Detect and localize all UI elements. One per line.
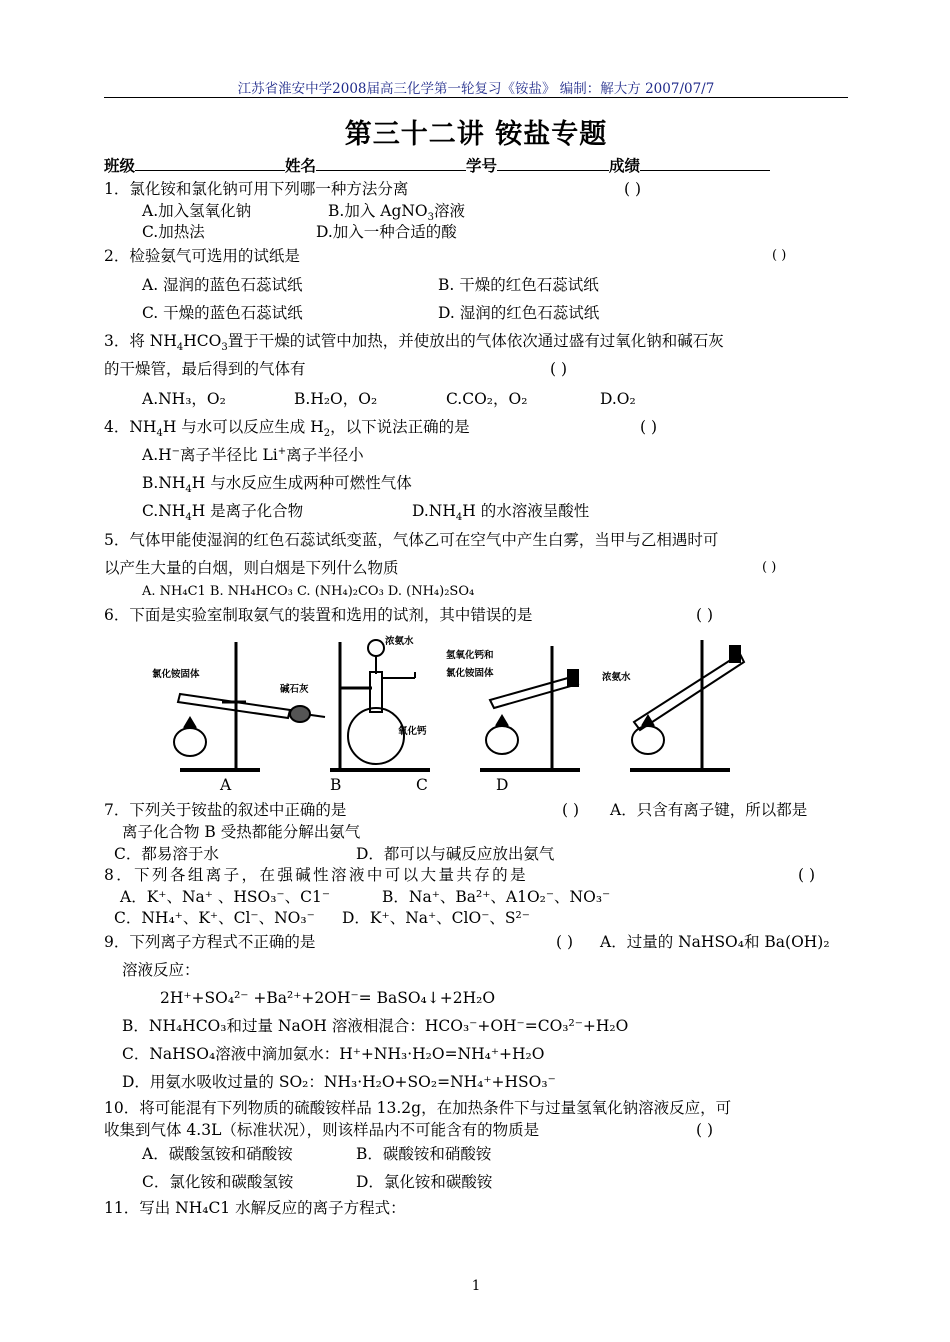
question-1-option-b: B.加入 AgNO$_3$溶液 [328,202,466,224]
question-8-option-b: B．Na⁺、Ba²⁺、A1O₂⁻、NO₃⁻ [382,888,611,906]
question-4-stem: 4．$NH_4H$ 与水可以反应生成 $H_2$，以下说法正确的是 [104,418,470,440]
apparatus-c [446,646,580,770]
question-7-option-d: D．都可以与碱反应放出氨气 [356,845,555,863]
figure-label-b: B [330,776,342,794]
name-blank[interactable] [316,156,466,171]
figure-label-c: C [416,776,428,794]
question-9-option-a-equation: 2H⁺+SO₄²⁻ +Ba²⁺+2OH⁻= BaSO₄↓+2H₂O [160,989,496,1007]
worksheet-page [104,0,848,1342]
question-4-option-d: $D.NH_4H$ 的水溶液呈酸性 [412,502,590,524]
question-2-option-d: D. 湿润的红色石蕊试纸 [438,304,600,322]
question-2-option-a: A. 湿润的蓝色石蕊试纸 [142,276,303,294]
question-9-option-a-line2: 溶液反应： [122,961,200,979]
apparatus-d [602,640,744,770]
question-9-option-d: D．用氨水吸收过量的 SO₂：NH₃·H₂O+SO₂=NH₄⁺+HSO₃⁻ [122,1073,556,1091]
figure-label-d: D [496,776,509,794]
question-9-option-b: B．NH₄HCO₃和过量 NaOH 溶液相混合：HCO₃⁻+OH⁻=CO₃²⁻+H₂O [122,1017,629,1035]
question-7-option-a: A．只含有离子键，所以都是 [610,801,808,819]
label-ammonium-chloride-solid-c: 氯化铵固体 [446,668,494,679]
question-10-option-b: B．碳酸铵和硝酸铵 [356,1145,492,1163]
student-info-row [104,154,770,176]
question-8-answer-paren[interactable]: ( ) [798,866,816,884]
question-6-stem: 6．下面是实验室制取氨气的装置和选用的试剂，其中错误的是 [104,606,533,624]
class-label: 班级 [104,156,136,175]
apparatus-b [330,635,430,770]
label-soda-lime: 碱石灰 [280,684,309,695]
score-blank[interactable] [640,156,770,171]
question-7-option-c: C．都易溶于水 [114,845,219,863]
label-conc-ammonia-b: 浓氨水 [385,636,414,647]
question-5-stem-line2: 以产生大量的白烟，则白烟是下列什么物质 [104,559,399,577]
question-7-line2: 离子化合物 B 受热都能分解出氨气 [122,823,361,841]
question-5-options: A. NH₄C1 B. NH₄HCO₃ C. (NH₄)₂CO₃ D. (NH₄)₂SO₄ [142,584,475,599]
name-label: 姓名 [285,156,317,175]
question-5-stem-line1: 5．气体甲能使湿润的红色石蕊试纸变蓝，气体乙可在空气中产生白雾，当甲与乙相遇时可 [104,531,719,549]
student-id-label: 学号 [466,156,498,175]
question-3-option-d: D.O₂ [600,390,636,408]
question-2-stem: 2．检验氨气可选用的试纸是 [104,247,300,265]
question-4-answer-paren[interactable]: ( ) [640,418,658,436]
question-8-option-d: D．K⁺、Na⁺、ClO⁻、S²⁻ [342,909,530,927]
question-10-answer-paren[interactable]: ( ) [696,1121,714,1139]
student-id-blank[interactable] [497,156,609,171]
label-ammonium-chloride-solid: 氯化铵固体 [152,669,200,680]
question-2-option-b: B. 干燥的红色石蕊试纸 [438,276,599,294]
question-1-option-c: C.加热法 [142,223,205,241]
question-7-stem: 7．下列关于铵盐的叙述中正确的是 [104,801,347,819]
question-3-option-a: A.NH₃，O₂ [142,390,226,408]
question-10-option-c: C．氯化铵和碳酸氢铵 [142,1173,294,1191]
question-4-option-c: $C.NH_4H$ 是离子化合物 [142,502,304,524]
question-1-option-d: D.加入一种合适的酸 [316,223,457,241]
question-10-option-a: A．碳酸氢铵和硝酸铵 [142,1145,293,1163]
running-header: 江苏省淮安中学2008届高三化学第一轮复习《铵盐》 编制：解大方 2007/07/7 [237,81,715,97]
question-1-answer-paren[interactable]: ( ) [624,180,642,198]
question-3-answer-paren[interactable]: ( ) [550,360,568,378]
question-3-stem-line1: 3．将 $NH_4HCO_3$置于干燥的试管中加热，并使放出的气体依次通过盛有过氧化钠和碱石灰 [104,332,724,354]
header-rule [104,97,848,98]
question-9-option-c: C．NaHSO₄溶液中滴加氨水：H⁺+NH₃·H₂O=NH₄⁺+H₂O [122,1045,545,1063]
question-8-option-c: C．NH₄⁺、K⁺、Cl⁻、NO₃⁻ [114,909,315,927]
question-1-stem: 1．氯化铵和氯化钠可用下列哪一种方法分离 [104,180,409,198]
question-4-option-b: $B.NH_4H$ 与水反应生成两种可燃性气体 [142,474,412,496]
ammonia-apparatus-figure [150,632,750,778]
label-conc-ammonia-d: 浓氨水 [602,672,631,683]
question-9-stem: 9．下列离子方程式不正确的是 [104,933,316,951]
score-label: 成绩 [609,156,641,175]
question-4-option-a: A.H−离子半径比 Li+离子半径小 [142,445,364,464]
label-calcium-hydroxide-and: 氢氧化钙和 [446,650,494,661]
question-11-stem: 11．写出 NH₄C1 水解反应的离子方程式： [104,1199,406,1217]
question-7-answer-paren[interactable]: ( ) [562,801,580,819]
class-blank[interactable] [135,156,285,171]
question-2-answer-paren[interactable]: ( ) [772,248,787,263]
figure-label-a: A [220,776,232,794]
question-9-answer-paren[interactable]: ( ) [556,933,574,951]
apparatus-a [152,642,325,770]
question-3-stem-line2: 的干燥管，最后得到的气体有 [104,360,306,378]
question-3-option-b: B.H₂O，O₂ [294,390,378,408]
question-2-option-c: C. 干燥的蓝色石蕊试纸 [142,304,303,322]
question-5-answer-paren[interactable]: ( ) [762,560,777,575]
question-8-option-a: A．K⁺、Na⁺ 、HSO₃⁻、C1⁻ [120,888,331,906]
question-1-option-a: A.加入氢氧化钠 [142,202,252,220]
question-3-option-c: C.CO₂，O₂ [446,390,528,408]
page-number: 1 [471,1278,481,1294]
question-10-stem-line2: 收集到气体 4.3L（标准状况），则该样品内不可能含有的物质是 [104,1121,540,1139]
question-10-option-d: D．氯化铵和碳酸铵 [356,1173,493,1191]
question-6-answer-paren[interactable]: ( ) [696,606,714,624]
page-title: 第三十二讲 铵盐专题 [344,119,608,150]
question-8-stem: 8．下列各组离子，在强碱性溶液中可以大量共存的是 [104,866,528,884]
label-calcium-oxide: 氧化钙 [398,726,427,737]
question-9-option-a: A．过量的 NaHSO₄和 Ba(OH)₂ [600,933,830,951]
question-10-stem-line1: 10．将可能混有下列物质的硫酸铵样品 13.2g，在加热条件下与过量氢氧化钠溶液反应，可 [104,1099,732,1117]
